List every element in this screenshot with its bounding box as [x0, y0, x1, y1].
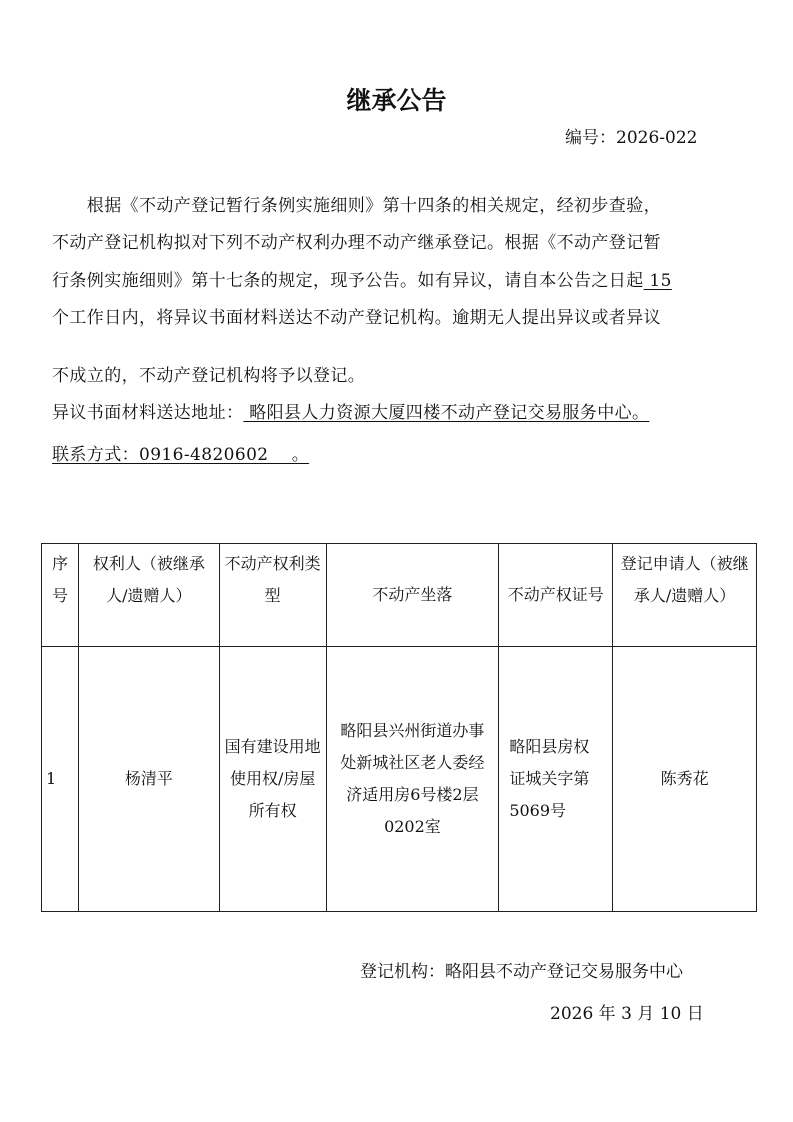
header-cell: 不动产权利类型: [219, 544, 326, 647]
cell-certificate: 略阳县房权证城关字第5069号: [499, 647, 613, 912]
page-title: 继承公告: [346, 86, 447, 115]
paragraph-line: 不动产登记机构拟对下列不动产权利办理不动产继承登记。根据《不动产登记暂: [52, 233, 661, 253]
cell-right-holder: 杨清平: [78, 647, 219, 912]
header-cell: 不动产权证号: [499, 544, 613, 647]
inheritance-table: [41, 543, 757, 912]
address-line: [52, 403, 649, 423]
paragraph-line: 个工作日内，将异议书面材料送达不动产登记机构。逾期无人提出异议或者异议: [52, 308, 661, 328]
address-label: 异议书面材料送达地址：: [52, 403, 244, 423]
header-cell: 不动产坐落: [326, 544, 499, 647]
notice-number: 编号：2026-022: [565, 128, 698, 148]
paragraph-line: [52, 271, 672, 291]
header-cell: 序号: [42, 544, 79, 647]
table-header-row: [42, 544, 757, 647]
address-value: 略阳县人力资源大厦四楼不动产登记交易服务中心。: [243, 403, 650, 423]
paragraph-line: 不成立的，不动产登记机构将予以登记。: [52, 366, 366, 386]
cell-right-type: 国有建设用地使用权/房屋所有权: [219, 647, 326, 912]
objection-days: 15: [643, 271, 672, 291]
cell-location: 略阳县兴州街道办事处新城社区老人委经济适用房6号楼2层0202室: [326, 647, 499, 912]
table-row: [42, 647, 757, 912]
paragraph-line: 根据《不动产登记暂行条例实施细则》第十四条的相关规定，经初步查验，: [52, 196, 661, 216]
registration-authority: 登记机构：略阳县不动产登记交易服务中心: [360, 962, 683, 982]
paragraph-text: 行条例实施细则》第十七条的规定，现予公告。如有异议，请自本公告之日起: [52, 271, 644, 291]
header-cell: 权利人（被继承人/遗赠人）: [78, 544, 219, 647]
cell-applicant: 陈秀花: [613, 647, 757, 912]
cell-index: 1: [42, 647, 79, 912]
notice-date: 2026 年 3 月 10 日: [550, 1004, 704, 1024]
contact-line: 联系方式：0916-4820602 。: [52, 445, 310, 465]
header-cell: 登记申请人（被继承人/遗赠人）: [613, 544, 757, 647]
